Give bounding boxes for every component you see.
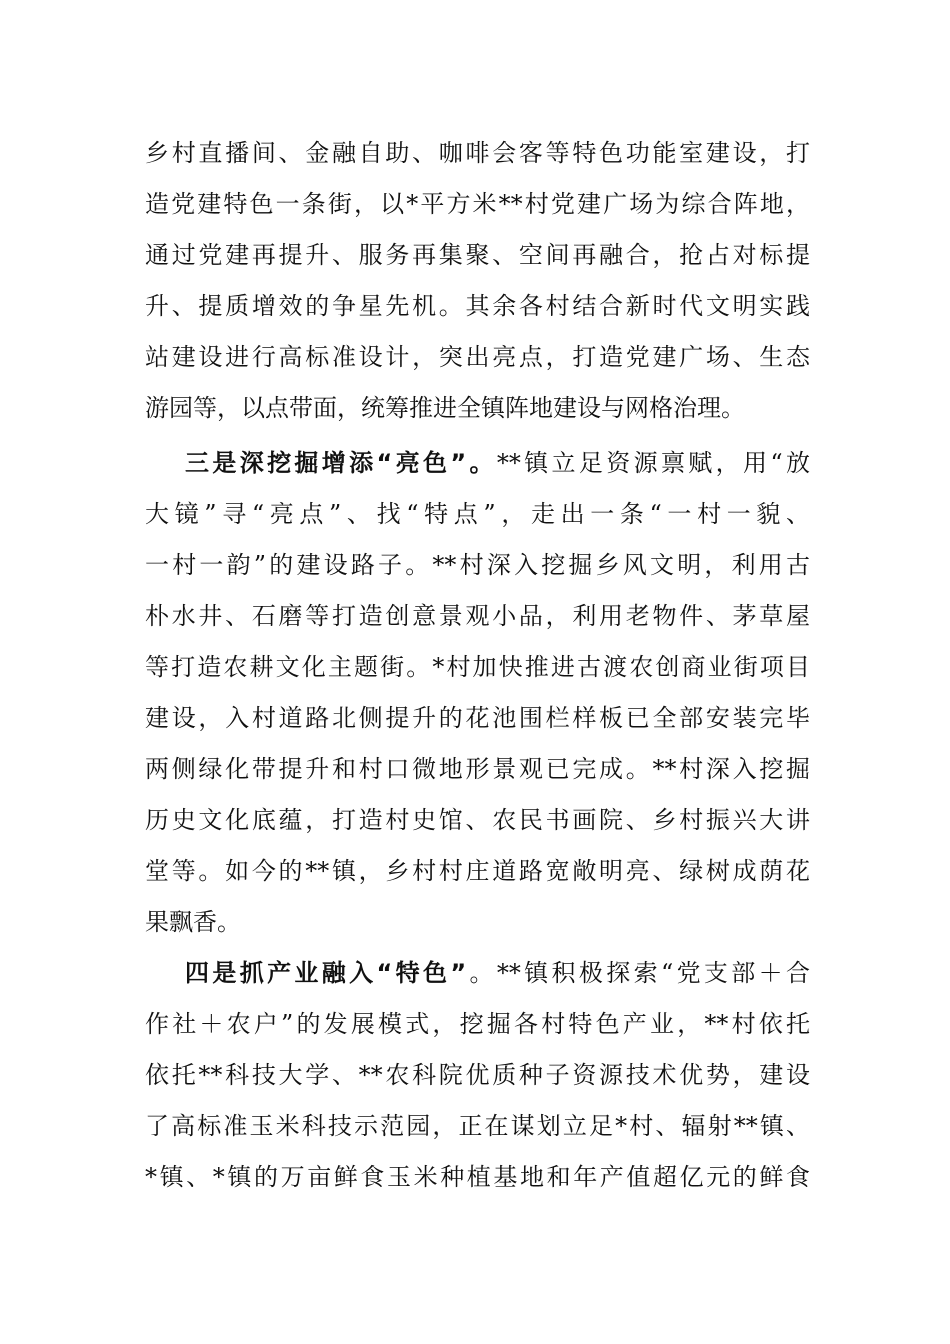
paragraph-line: 通过党建再提升、服务再集聚、空间再融合，抢占对标提 [145, 241, 810, 269]
paragraph-line: 历史文化底蕴，打造村史馆、农民书画院、乡村振兴大讲 [145, 806, 810, 834]
paragraph-line: 依托**科技大学、**农科院优质种子资源技术优势，建设 [145, 1061, 810, 1089]
paragraph-first-line [145, 438, 810, 489]
paragraph-line: 等打造农耕文化主题街。*村加快推进古渡农创商业街项目 [145, 653, 810, 681]
paragraph-line: 堂等。如今的**镇，乡村村庄道路宽敞明亮、绿树成荫花 [145, 857, 810, 885]
paragraph-line: 一村一韵”的建设路子。**村深入挖掘乡风文明，利用古 [145, 551, 810, 579]
paragraph-3 [145, 948, 810, 1203]
paragraph-line: 乡村直播间、金融自助、咖啡会客等特色功能室建设，打 [145, 139, 810, 167]
paragraph-line: 朴水井、石磨等打造创意景观小品，利用老物件、茅草屋 [145, 602, 810, 630]
paragraph-first-line-text: 。**镇积极探索“党支部＋合 [466, 959, 810, 987]
paragraph-lead-heading: 四是抓产业融入“特色” [185, 959, 467, 987]
paragraph-line: 果飘香。 [145, 908, 241, 936]
paragraph-lead-heading: 三是深挖掘增添“亮色”。 [185, 449, 497, 477]
paragraph-line: 两侧绿化带提升和村口微地形景观已完成。**村深入挖掘 [145, 755, 810, 783]
paragraph-line: *镇、*镇的万亩鲜食玉米种植基地和年产值超亿元的鲜食 [145, 1163, 810, 1191]
paragraph-line: 站建设进行高标准设计，突出亮点，打造党建广场、生态 [145, 343, 810, 371]
paragraph-line: 升、提质增效的争星先机。其余各村结合新时代文明实践 [145, 292, 810, 320]
paragraph-line: 大镜”寻“亮点”、找“特点”，走出一条“一村一貌、 [145, 500, 810, 528]
paragraph-2 [145, 438, 810, 948]
paragraph-line: 建设，入村道路北侧提升的花池围栏样板已全部安装完毕 [145, 704, 810, 732]
paragraph-first-line-text: **镇立足资源禀赋，用“放 [496, 449, 810, 477]
paragraph-1 [145, 128, 810, 434]
paragraph-line: 了高标准玉米科技示范园，正在谋划立足*村、辐射**镇、 [145, 1112, 810, 1140]
paragraph-line: 作社＋农户”的发展模式，挖掘各村特色产业，**村依托 [145, 1010, 810, 1038]
paragraph-line: 造党建特色一条街，以*平方米**村党建广场为综合阵地， [145, 190, 810, 218]
paragraph-first-line [145, 948, 810, 999]
paragraph-line: 游园等，以点带面，统筹推进全镇阵地建设与网格治理。 [145, 394, 745, 422]
